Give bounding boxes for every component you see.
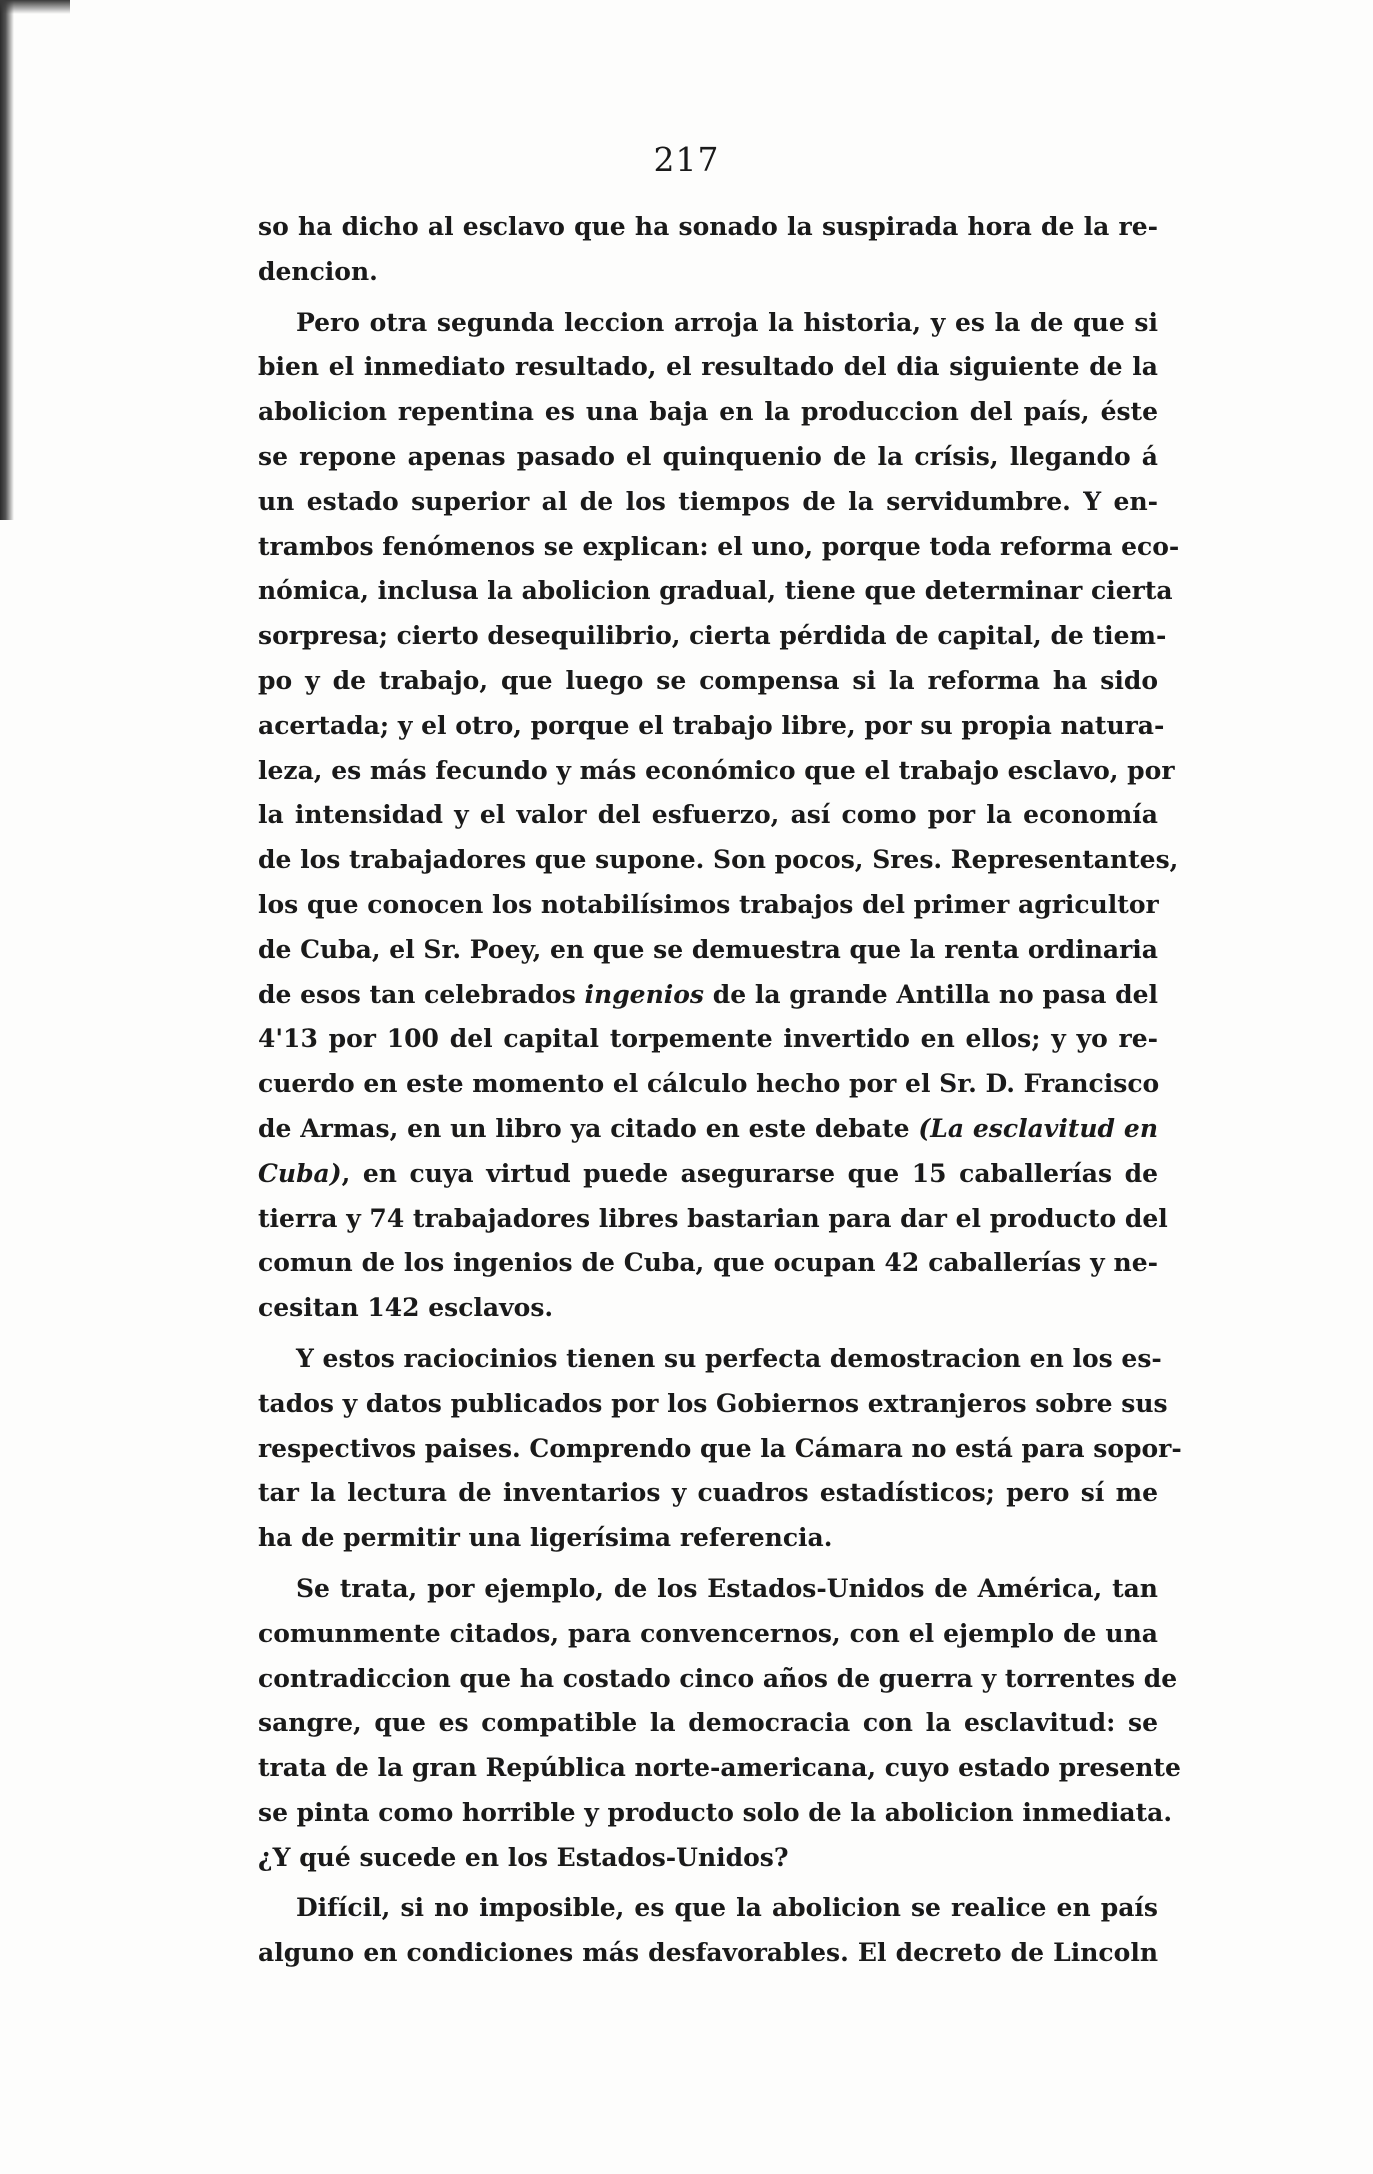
text-fragment: de la grande Antilla no pasa del <box>704 979 1158 1009</box>
body-text <box>258 205 1182 1976</box>
paragraph-first-line: Y estos raciocinios tienen su perfecta demostracion en los es- <box>296 1343 1162 1373</box>
text-line: leza, es más fecundo y más económico que el trabajo esclavo, por <box>258 755 1175 785</box>
scan-edge-shadow <box>0 0 14 520</box>
text-line: sorpresa; cierto desequilibrio, cierta pérdida de capital, de tiem- <box>258 621 1167 651</box>
text-line: tados y datos publicados por los Gobiernos extranjeros sobre sus <box>258 1388 1168 1418</box>
paragraph-first-line: Se trata, por ejemplo, de los Estados-Unidos de América, tan <box>296 1573 1158 1603</box>
text-line: de Cuba, el Sr. Poey, en que se demuestra que la renta ordinaria <box>258 934 1158 964</box>
text-line: bien el inmediato resultado, el resultado del dia siguiente de la <box>258 352 1158 382</box>
text-line: se repone apenas pasado el quinquenio de la crísis, llegando á <box>258 441 1158 471</box>
italic-book-title: Cuba) <box>258 1158 342 1188</box>
text-line: acertada; y el otro, porque el trabajo libre, por su propia natura- <box>258 710 1165 740</box>
text-line: un estado superior al de los tiempos de la servidumbre. Y en- <box>258 486 1158 516</box>
text-line: respectivos paises. Comprendo que la Cámara no está para sopor- <box>258 1433 1182 1463</box>
text-line <box>258 1152 1158 1197</box>
text-line: po y de trabajo, que luego se compensa si la reforma ha sido <box>258 665 1158 695</box>
paragraph-first-line: Pero otra segunda leccion arroja la historia, y es la de que si <box>296 307 1158 337</box>
text-fragment: , en cuya virtud puede asegurarse que 15 caballerías de <box>341 1158 1158 1188</box>
text-line: alguno en condiciones más desfavorables. El decreto de Lincoln <box>258 1938 1158 1968</box>
text-line: so ha dicho al esclavo que ha sonado la suspirada hora de la re- <box>258 212 1158 241</box>
text-line: sangre, que es compatible la democracia con la esclavitud: se <box>258 1708 1158 1738</box>
text-line: cuerdo en este momento el cálculo hecho por el Sr. D. Francisco <box>258 1069 1160 1099</box>
text-line: tierra y 74 trabajadores libres bastarian para dar el producto del <box>258 1203 1168 1233</box>
text-line: tar la lectura de inventarios y cuadros estadísticos; pero sí me <box>258 1478 1158 1508</box>
text-line: de los trabajadores que supone. Son pocos, Sres. Representantes, <box>258 845 1179 875</box>
text-line: nómica, inclusa la abolicion gradual, tiene que determinar cierta <box>258 576 1173 606</box>
paragraph-first-line: Difícil, si no imposible, es que la abolicion se realice en país <box>296 1893 1158 1923</box>
text-line: 4'13 por 100 del capital torpemente invertido en ellos; y yo re- <box>258 1024 1158 1054</box>
text-line: los que conocen los notabilísimos trabajos del primer agricultor <box>258 889 1159 919</box>
text-line: abolicion repentina es una baja en la produccion del país, éste <box>258 397 1158 427</box>
text-line: trambos fenómenos se explican: el uno, porque toda reforma eco- <box>258 531 1180 561</box>
text-line: comun de los ingenios de Cuba, que ocupan 42 caballerías y ne- <box>258 1248 1158 1278</box>
page-number: 217 <box>653 140 720 179</box>
text-line <box>258 973 1158 1018</box>
text-line: la intensidad y el valor del esfuerzo, así como por la economía <box>258 800 1158 830</box>
text-line: cesitan 142 esclavos. <box>258 1293 554 1323</box>
text-line: ha de permitir una ligerísima referencia. <box>258 1523 833 1553</box>
text-line: trata de la gran República norte-americana, cuyo estado presente <box>258 1753 1181 1783</box>
text-fragment: de Armas, en un libro ya citado en este debate <box>258 1113 919 1143</box>
text-fragment: de esos tan celebrados <box>258 979 585 1009</box>
italic-book-title: (La esclavitud en <box>918 1113 1158 1143</box>
text-line: se pinta como horrible y producto solo de la abolicion inmediata. <box>258 1797 1173 1827</box>
text-line: dencion. <box>258 256 378 286</box>
text-line <box>258 1107 1158 1152</box>
text-line: contradiccion que ha costado cinco años de guerra y torrentes de <box>258 1663 1178 1693</box>
text-line: ¿Y qué sucede en los Estados-Unidos? <box>258 1842 789 1872</box>
italic-term: ingenios <box>584 979 704 1009</box>
scan-corner-shadow <box>0 0 70 14</box>
text-line: comunmente citados, para convencernos, con el ejemplo de una <box>258 1618 1158 1648</box>
